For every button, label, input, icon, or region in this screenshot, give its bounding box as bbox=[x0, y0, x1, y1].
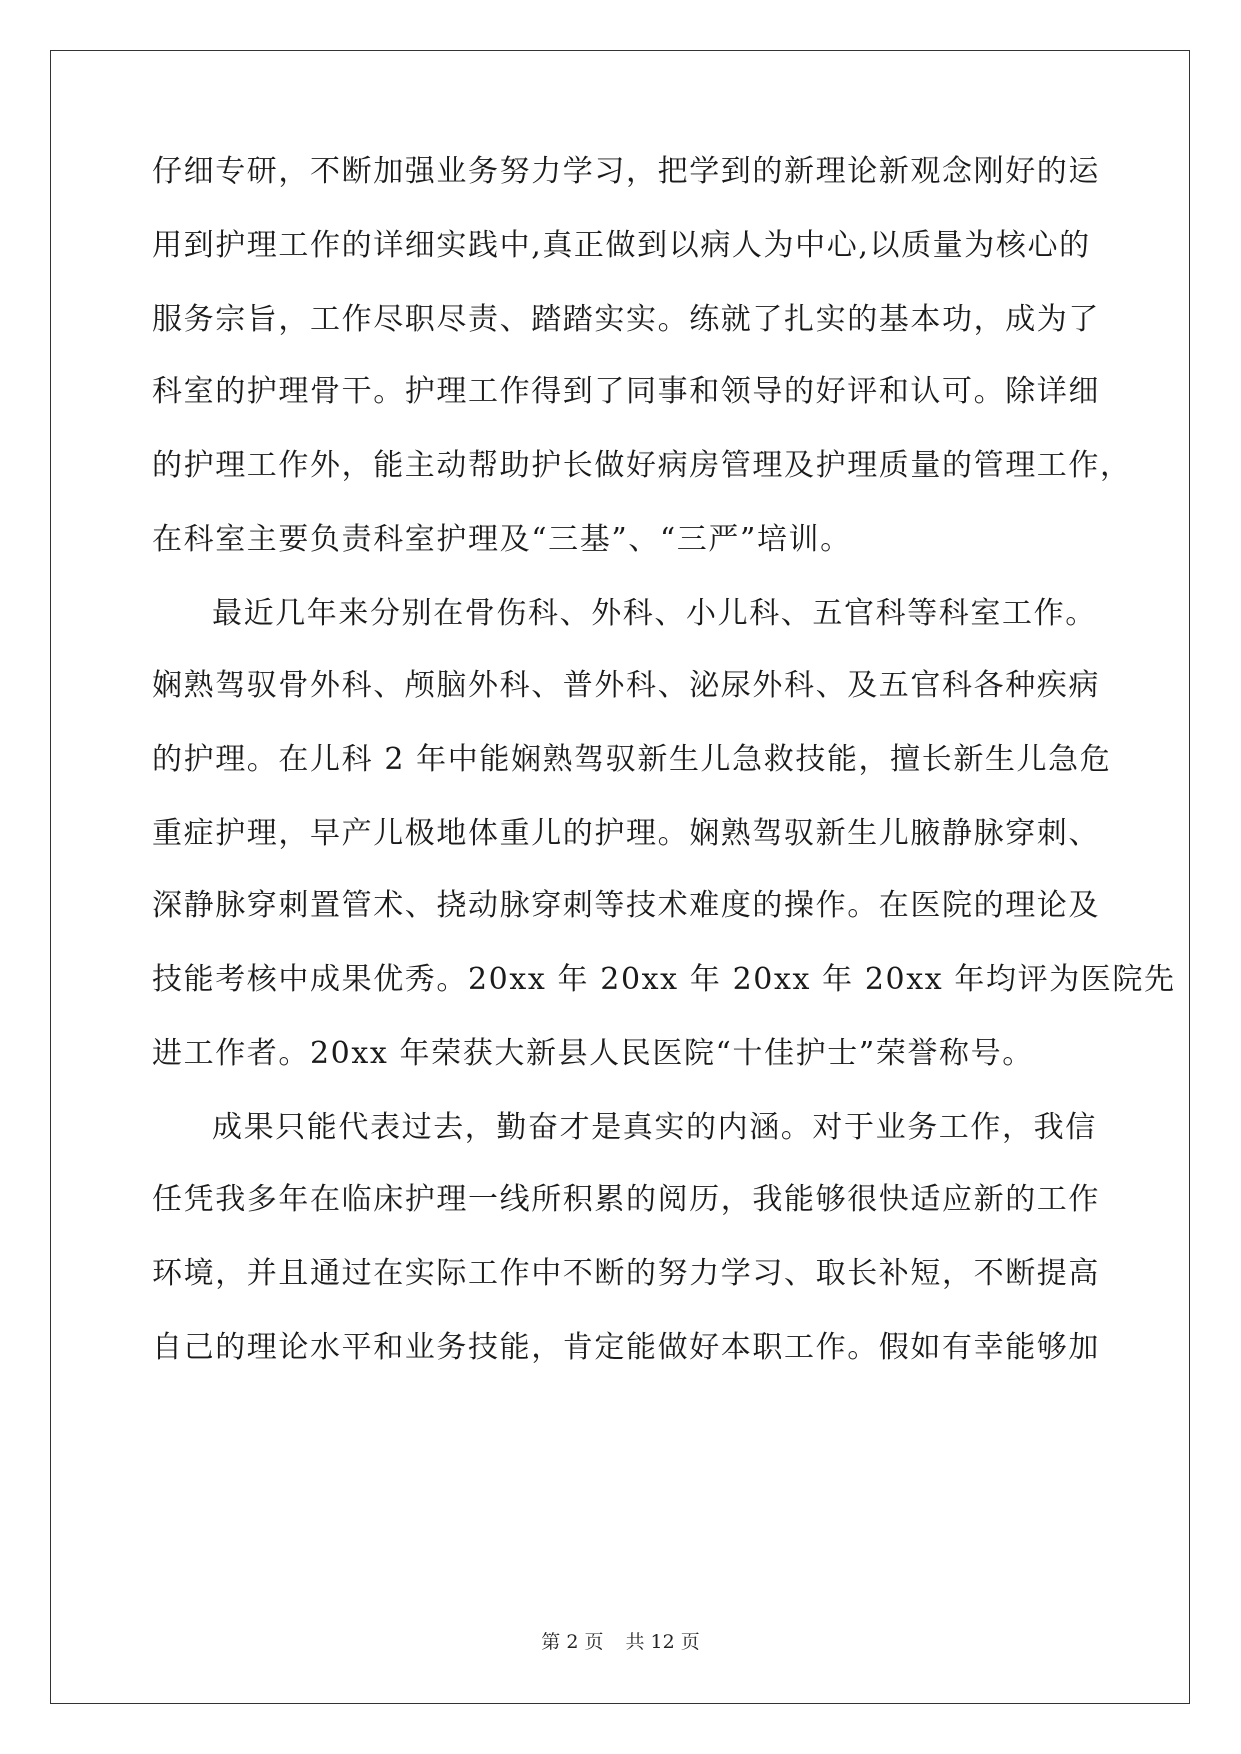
text-line: 服务宗旨，工作尽职尽责、踏踏实实。练就了扎实的基本功，成为了 bbox=[152, 302, 1100, 337]
page-total: 共 12 页 bbox=[625, 1631, 700, 1653]
text-line: 自己的理论水平和业务技能，肯定能做好本职工作。假如有幸能够加 bbox=[152, 1330, 1100, 1365]
text-line: 的护理工作外，能主动帮助护长做好病房管理及护理质量的管理工作， bbox=[152, 448, 1132, 483]
page-border bbox=[50, 50, 1190, 1704]
text-line: 的护理。在儿科 2 年中能娴熟驾驭新生儿急救技能，擅长新生儿急危 bbox=[152, 742, 1112, 777]
paragraph-first-line: 成果只能代表过去，勤奋才是真实的内涵。对于业务工作，我信 bbox=[212, 1110, 1097, 1145]
text-line: 重症护理，早产儿极地体重儿的护理。娴熟驾驭新生儿腋静脉穿刺、 bbox=[152, 816, 1100, 851]
text-line: 深静脉穿刺置管术、挠动脉穿刺等技术难度的操作。在医院的理论及 bbox=[152, 888, 1100, 923]
text-line: 用到护理工作的详细实践中,真正做到以病人为中心,以质量为核心的 bbox=[152, 228, 1091, 263]
paragraph-first-line: 最近几年来分别在骨伤科、外科、小儿科、五官科等科室工作。 bbox=[212, 596, 1097, 631]
page-footer bbox=[0, 1630, 1241, 1654]
text-line: 任凭我多年在临床护理一线所积累的阅历，我能够很快适应新的工作 bbox=[152, 1182, 1100, 1217]
text-line: 技能考核中成果优秀。20xx 年 20xx 年 20xx 年 20xx 年均评为医院先 bbox=[152, 962, 1176, 997]
text-line: 在科室主要负责科室护理及“三基”、“三严”培训。 bbox=[152, 522, 852, 557]
text-line: 环境，并且通过在实际工作中不断的努力学习、取长补短，不断提高 bbox=[152, 1256, 1100, 1291]
text-line: 科室的护理骨干。护理工作得到了同事和领导的好评和认可。除详细 bbox=[152, 374, 1100, 409]
text-line: 进工作者。20xx 年荣获大新县人民医院“十佳护士”荣誉称号。 bbox=[152, 1036, 1034, 1071]
text-line: 娴熟驾驭骨外科、颅脑外科、普外科、泌尿外科、及五官科各种疾病 bbox=[152, 668, 1100, 703]
text-line: 仔细专研，不断加强业务努力学习，把学到的新理论新观念刚好的运 bbox=[152, 154, 1100, 189]
page-number: 第 2 页 bbox=[541, 1631, 604, 1653]
